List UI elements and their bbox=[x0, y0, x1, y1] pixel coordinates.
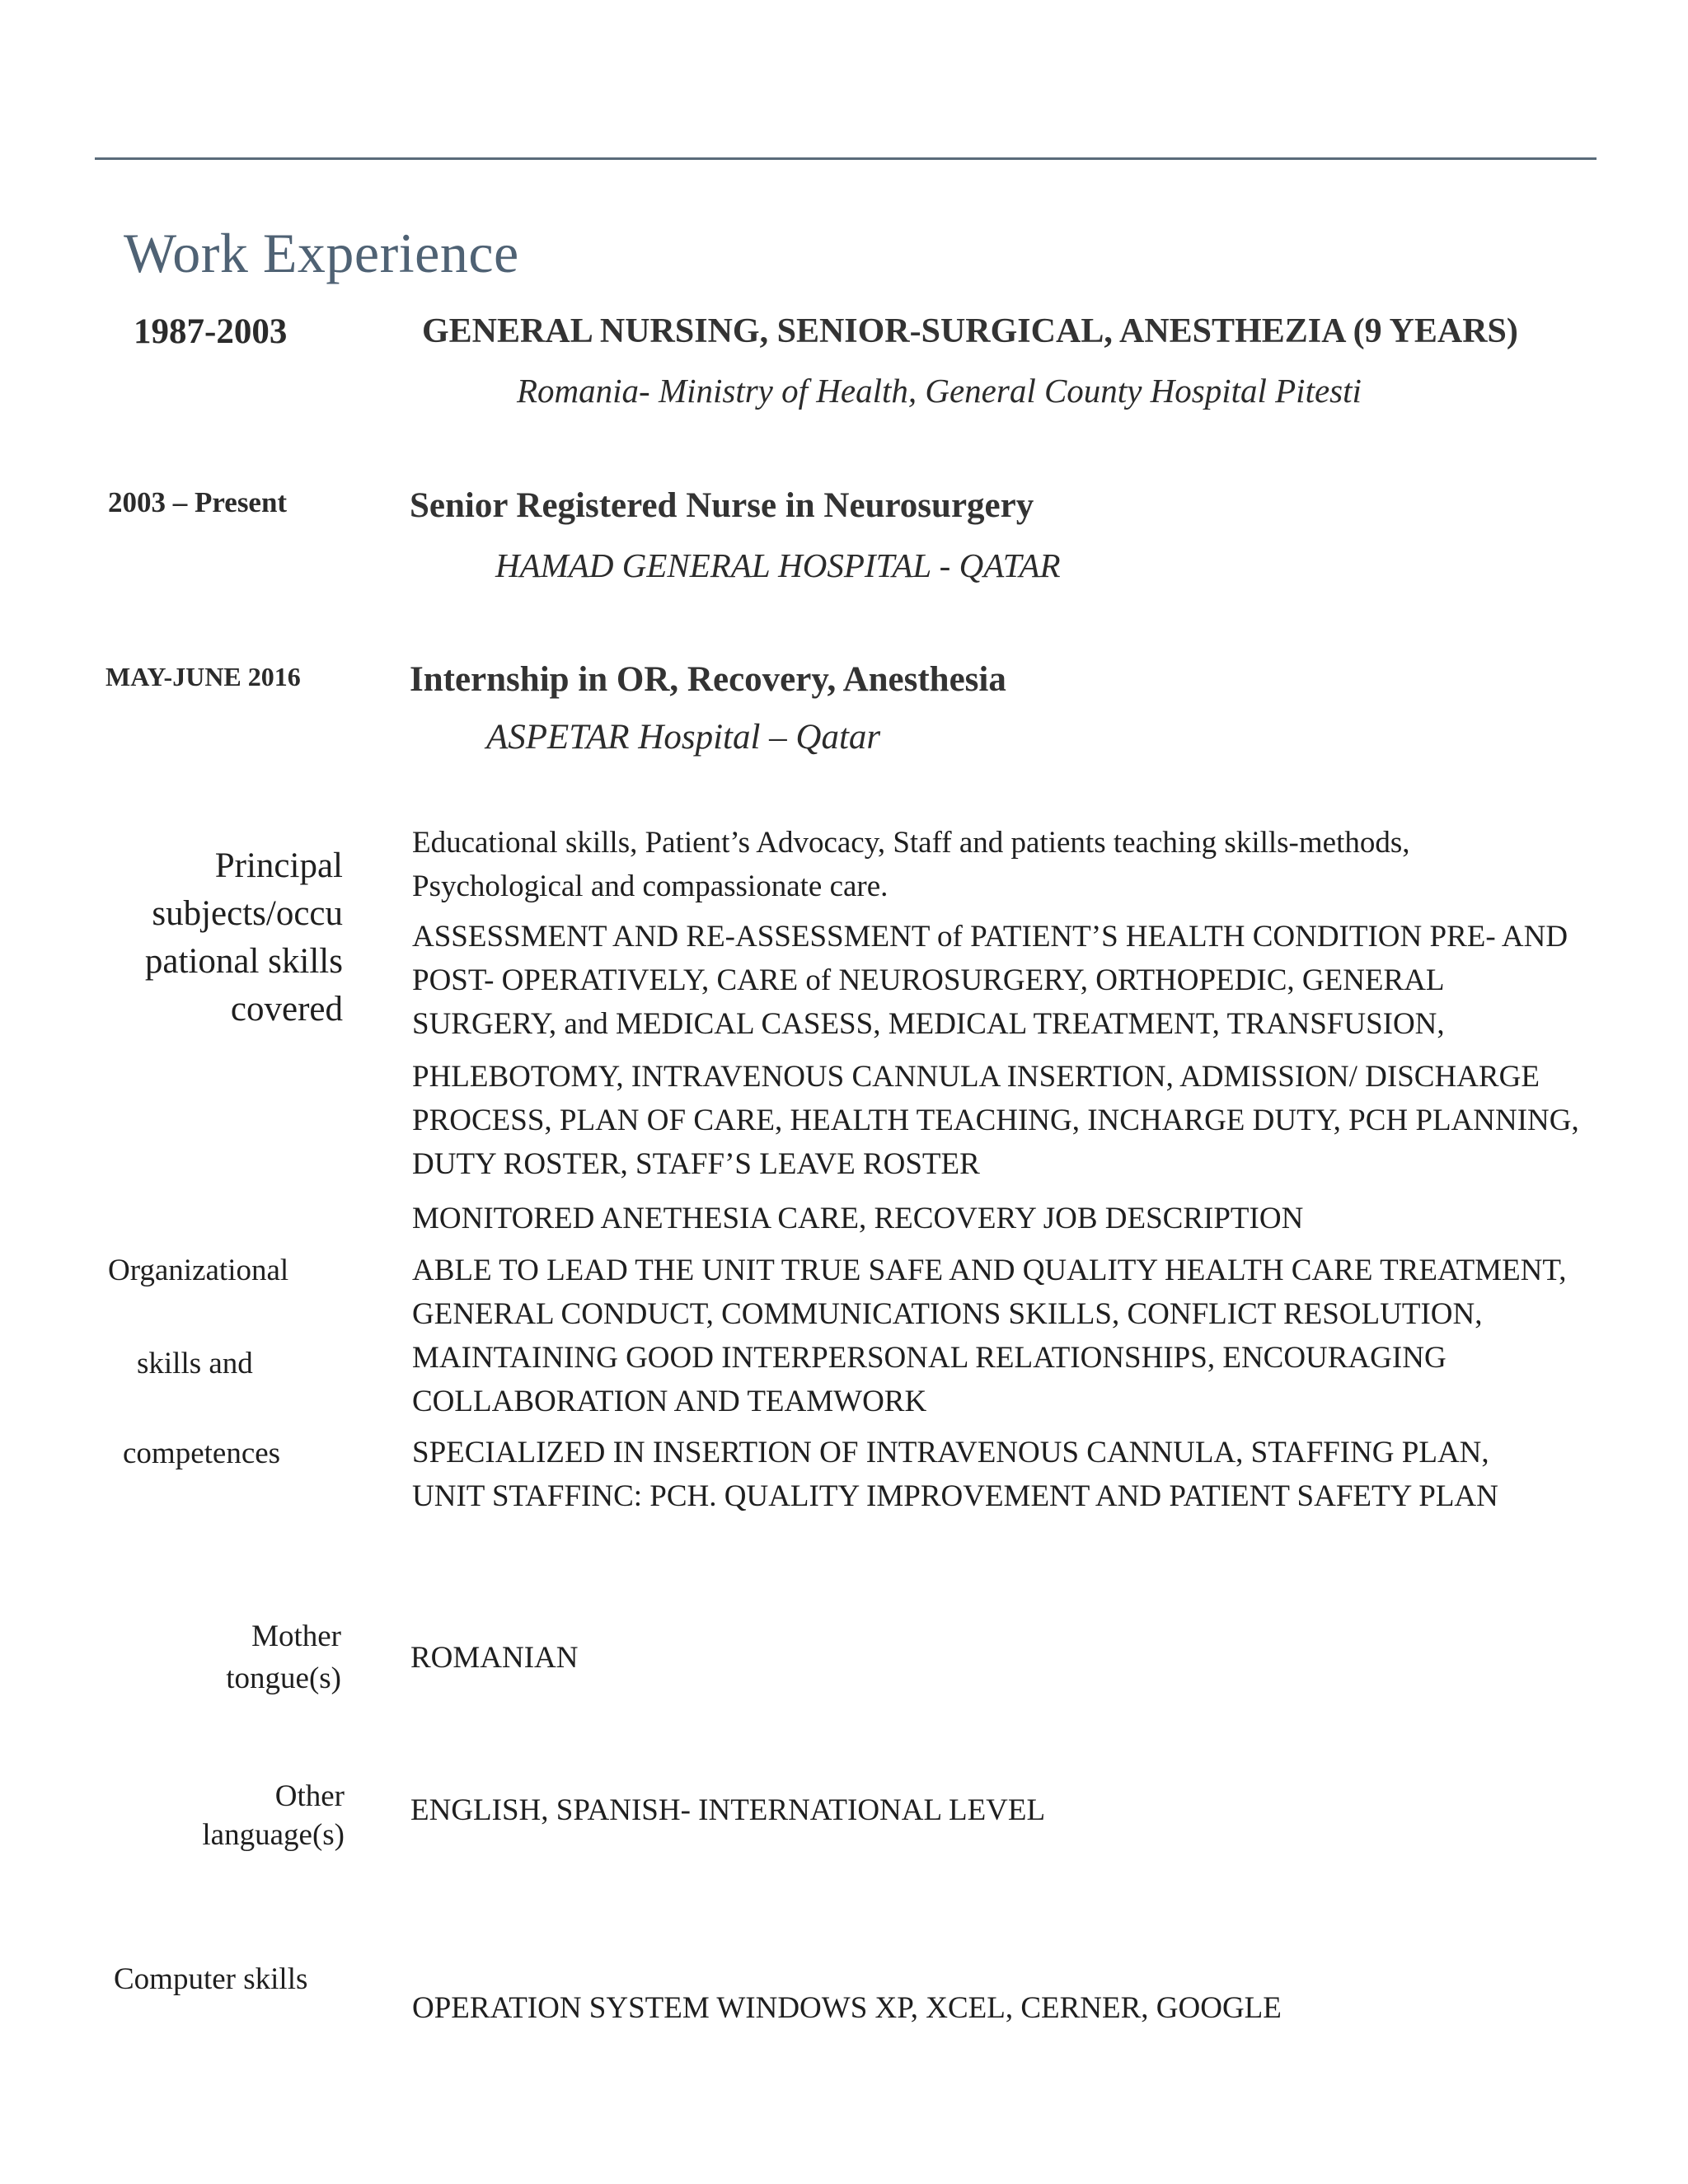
text-line: ABLE TO LEAD THE UNIT TRUE SAFE AND QUALITY HEALTH CARE TREATMENT, bbox=[412, 1254, 1567, 1287]
mother-tongue-label bbox=[124, 1615, 341, 1699]
label-line: tongue(s) bbox=[226, 1661, 341, 1695]
text-line: PHLEBOTOMY, INTRAVENOUS CANNULA INSERTION, ADMISSION/ DISCHARGE bbox=[412, 1060, 1540, 1094]
organizational-skills-paragraph-1 bbox=[412, 1249, 1599, 1423]
text-line: SURGERY, and MEDICAL CASESS, MEDICAL TREATMENT, TRANSFUSION, bbox=[412, 1007, 1445, 1041]
organizational-skills-paragraph-2 bbox=[412, 1431, 1599, 1518]
principal-skills-paragraph-4 bbox=[412, 1197, 1599, 1240]
label-line: covered bbox=[230, 990, 343, 1029]
text-line: PROCESS, PLAN OF CARE, HEALTH TEACHING, INCHARGE DUTY, PCH PLANNING, bbox=[412, 1104, 1579, 1137]
label-line: Other bbox=[274, 1779, 345, 1813]
top-divider bbox=[95, 157, 1597, 160]
text-line: MAINTAINING GOOD INTERPERSONAL RELATIONSHIPS, ENCOURAGING bbox=[412, 1341, 1447, 1375]
entry-title-2: Senior Registered Nurse in Neurosurgery bbox=[410, 486, 1034, 525]
text-line: ASSESSMENT AND RE-ASSESSMENT of PATIENT’S HEALTH CONDITION PRE- AND bbox=[412, 920, 1568, 954]
entry-employer-2: HAMAD GENERAL HOSPITAL - QATAR bbox=[495, 546, 1061, 584]
entry-date-2: 2003 – Present bbox=[108, 486, 288, 518]
principal-skills-paragraph-3 bbox=[412, 1055, 1599, 1186]
mother-tongue-value: ROMANIAN bbox=[410, 1641, 579, 1675]
other-languages-value: ENGLISH, SPANISH- INTERNATIONAL LEVEL bbox=[410, 1793, 1046, 1827]
text-line: SPECIALIZED IN INSERTION OF INTRAVENOUS CANNULA, STAFFING PLAN, bbox=[412, 1436, 1489, 1469]
entry-title-3: Internship in OR, Recovery, Anesthesia bbox=[410, 660, 1006, 699]
organizational-label-line-2: skills and bbox=[137, 1347, 253, 1380]
text-line: COLLABORATION AND TEAMWORK bbox=[412, 1385, 927, 1418]
text-line: Psychological and compassionate care. bbox=[412, 869, 889, 903]
entry-employer-3: ASPETAR Hospital – Qatar bbox=[486, 718, 881, 757]
text-line: GENERAL CONDUCT, COMMUNICATIONS SKILLS, CONFLICT RESOLUTION, bbox=[412, 1297, 1483, 1331]
principal-skills-paragraph-1 bbox=[412, 821, 1599, 908]
label-line: pational skills bbox=[144, 942, 343, 981]
label-line: subjects/occu bbox=[152, 894, 343, 933]
organizational-label-line-1: Organizational bbox=[108, 1254, 289, 1287]
label-line: Mother bbox=[251, 1619, 341, 1653]
computer-skills-value: OPERATION SYSTEM WINDOWS XP, XCEL, CERNER, GOOGLE bbox=[412, 1991, 1282, 2025]
computer-skills-label: Computer skills bbox=[114, 1962, 308, 1996]
entry-title-1: GENERAL NURSING, SENIOR-SURGICAL, ANESTHEZIA (9 YEARS) bbox=[422, 312, 1518, 350]
entry-employer-1: Romania- Ministry of Health, General County Hospital Pitesti bbox=[517, 372, 1362, 410]
text-line: DUTY ROSTER, STAFF’S LEAVE ROSTER bbox=[412, 1147, 980, 1181]
other-languages-label bbox=[124, 1777, 345, 1854]
principal-skills-paragraph-2 bbox=[412, 915, 1599, 1046]
text-line: Educational skills, Patient’s Advocacy, Staff and patients teaching skills-methods, bbox=[412, 826, 1410, 860]
label-line: Principal bbox=[214, 846, 343, 885]
entry-date-3: MAY-JUNE 2016 bbox=[106, 662, 301, 691]
principal-skills-label bbox=[82, 842, 343, 1033]
text-line: MONITORED ANETHESIA CARE, RECOVERY JOB DESCRIPTION bbox=[412, 1202, 1304, 1235]
label-line: language(s) bbox=[202, 1818, 345, 1852]
entry-date-1: 1987-2003 bbox=[134, 312, 288, 351]
section-title: Work Experience bbox=[124, 222, 519, 284]
text-line: UNIT STAFFINC: PCH. QUALITY IMPROVEMENT AND PATIENT SAFETY PLAN bbox=[412, 1479, 1498, 1513]
organizational-label-line-3: competences bbox=[123, 1436, 281, 1470]
text-line: POST- OPERATIVELY, CARE of NEUROSURGERY, ORTHOPEDIC, GENERAL bbox=[412, 963, 1445, 997]
